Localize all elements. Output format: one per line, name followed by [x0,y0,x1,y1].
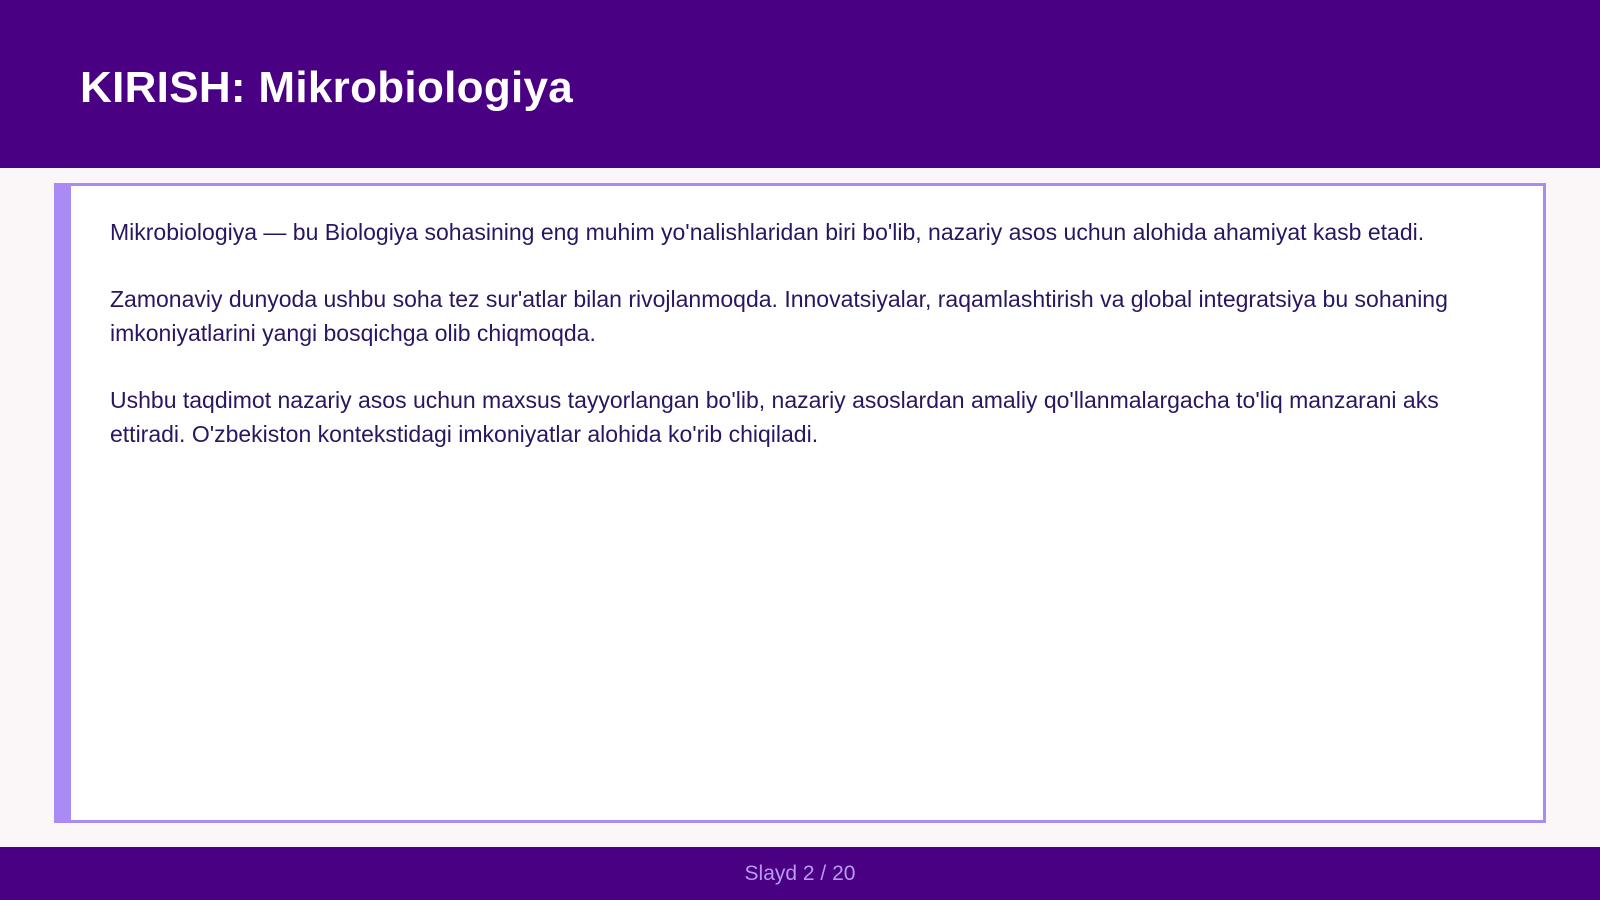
paragraph-presentation: Ushbu taqdimot nazariy asos uchun maxsus tayyorlangan bo'lib, nazariy asoslardan amaliy qo'llanmalargacha to'liq manzarani aks ettiradi. O'zbekiston kontekstidagi imkoniyatlar alohida ko'rib chiqiladi. [110,387,1439,447]
paragraph-list [110,215,1505,484]
slide-header [0,0,1600,168]
slide-title: KIRISH: Mikrobiologiya [80,63,574,112]
slide-counter: Slayd 2 / 20 [744,862,856,885]
paragraph-intro: Mikrobiologiya — bu Biologiya sohasining eng muhim yo'nalishlaridan biri bo'lib, nazariy asos uchun alohida ahamiyat kasb etadi. [110,219,1425,245]
content-card [54,183,1546,823]
slide-footer [0,847,1600,900]
paragraph-modern: Zamonaviy dunyoda ushbu soha tez sur'atlar bilan rivojlanmoqda. Innovatsiyalar, raqamlashtirish va global integratsiya bu sohaning imkoniyatlarini yangi bosqichga olib chiqmoqda. [110,286,1448,346]
